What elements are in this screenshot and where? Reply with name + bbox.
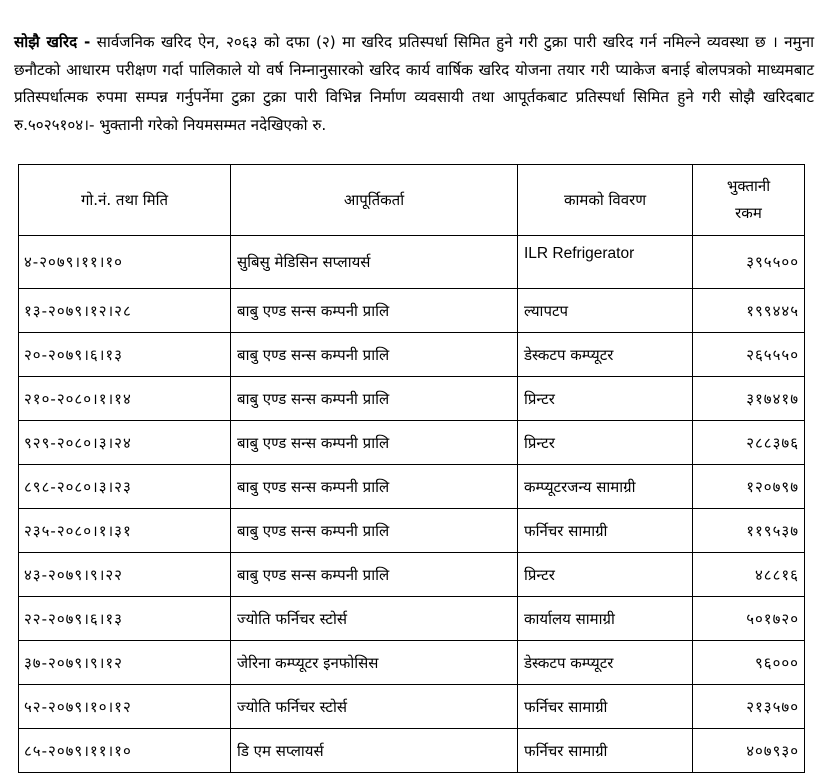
cell-description: डेस्कटप कम्प्यूटर [518, 333, 693, 377]
header-date: गो.नं. तथा मिति [19, 165, 231, 236]
cell-description: कम्प्यूटरजन्य सामाग्री [518, 465, 693, 509]
cell-date: १३-२०७९।१२।२८ [19, 289, 231, 333]
header-description: कामको विवरण [518, 165, 693, 236]
cell-date: ८५-२०७९।११।१० [19, 729, 231, 773]
cell-supplier: बाबु एण्ड सन्स कम्पनी प्रालि [231, 421, 518, 465]
cell-supplier: बाबु एण्ड सन्स कम्पनी प्रालि [231, 377, 518, 421]
cell-date: २१०-२०८०।१।१४ [19, 377, 231, 421]
table-row [19, 597, 805, 641]
table-row [19, 465, 805, 509]
cell-description: प्रिन्टर [518, 377, 693, 421]
cell-amount: १९९४४५ [693, 289, 805, 333]
header-amount-line1: भुक्तानी [726, 177, 771, 195]
cell-amount: २६५५५० [693, 333, 805, 377]
cell-supplier: ज्योति फर्निचर स्टोर्स [231, 685, 518, 729]
cell-date: ८९८-२०८०।३।२३ [19, 465, 231, 509]
cell-supplier: जेरिना कम्प्यूटर इनफोसिस [231, 641, 518, 685]
cell-description: डेस्कटप कम्प्यूटर [518, 641, 693, 685]
cell-date: ९२९-२०८०।३।२४ [19, 421, 231, 465]
cell-description: ल्यापटप [518, 289, 693, 333]
cell-amount: ४८८१६ [693, 553, 805, 597]
cell-supplier: डि एम सप्लायर्स [231, 729, 518, 773]
cell-description: फर्निचर सामाग्री [518, 509, 693, 553]
cell-supplier: बाबु एण्ड सन्स कम्पनी प्रालि [231, 333, 518, 377]
cell-date: २२-२०७९।६।१३ [19, 597, 231, 641]
cell-amount: ९६००० [693, 641, 805, 685]
cell-supplier: बाबु एण्ड सन्स कम्पनी प्रालि [231, 553, 518, 597]
table-row [19, 377, 805, 421]
cell-amount: ४०७९३० [693, 729, 805, 773]
table-row [19, 289, 805, 333]
cell-supplier: सुबिसु मेडिसिन सप्लायर्स [231, 236, 518, 289]
cell-amount: ३१७४१७ [693, 377, 805, 421]
section-heading: सोझै खरिद - [14, 33, 91, 52]
table-row [19, 729, 805, 773]
cell-date: २३५-२०८०।१।३१ [19, 509, 231, 553]
table-header-row [19, 165, 805, 236]
table-row [19, 685, 805, 729]
cell-amount: ५०१७२० [693, 597, 805, 641]
cell-amount: १२०७९७ [693, 465, 805, 509]
cell-date: ५२-२०७९।१०।१२ [19, 685, 231, 729]
cell-description: कार्यालय सामाग्री [518, 597, 693, 641]
cell-amount: २१३५७० [693, 685, 805, 729]
cell-amount: ३९५५०० [693, 236, 805, 289]
table-row [19, 641, 805, 685]
cell-date: २०-२०७९।६।१३ [19, 333, 231, 377]
intro-paragraph [14, 29, 814, 139]
table-row [19, 553, 805, 597]
header-amount [693, 165, 805, 236]
cell-description: फर्निचर सामाग्री [518, 685, 693, 729]
header-amount-line2: रकम [735, 204, 762, 222]
table-row [19, 509, 805, 553]
cell-supplier: बाबु एण्ड सन्स कम्पनी प्रालि [231, 289, 518, 333]
cell-date: ४३-२०७९।९।२२ [19, 553, 231, 597]
cell-description: ILR Refrigerator [518, 236, 693, 289]
cell-amount: ११९५३७ [693, 509, 805, 553]
cell-date: ४-२०७९।११।१० [19, 236, 231, 289]
cell-supplier: बाबु एण्ड सन्स कम्पनी प्रालि [231, 465, 518, 509]
paragraph-body: सार्वजनिक खरिद ऐन, २०६३ को दफा (२) मा खरिद प्रतिस्पर्धा सिमित हुने गरी टुक्रा पारी खरिद गर्न नमिल्ने व्यवस्था छ । नमुना छनौटको आधारम परीक्षण गर्दा पालिकाले यो वर्ष निम्नानुसारको खरिद कार्य वार्षिक खरिद योजना तयार गरी प्याकेज बनाई बोलपत्रको माध्यमबाट प्रतिस्पर्धात्मक रुपमा सम्पन्न गर्नुपर्नेमा टुक्रा टुक्रा पारी विभिन्न निर्माण व्यवसायी तथा आपूर्तकबाट प्रतिस्पर्धा सिमित हुने गरी सोझै खरिदबाट रु.५०२५१०४।- भुक्तानी गरेको नियमसम्मत नदेखिएको रु. [14, 33, 814, 134]
cell-supplier: बाबु एण्ड सन्स कम्पनी प्रालि [231, 509, 518, 553]
cell-date: ३७-२०७९।९।१२ [19, 641, 231, 685]
table-row [19, 236, 805, 289]
cell-supplier: ज्योति फर्निचर स्टोर्स [231, 597, 518, 641]
purchase-table [18, 164, 805, 773]
cell-description: प्रिन्टर [518, 421, 693, 465]
table-row [19, 333, 805, 377]
table-row [19, 421, 805, 465]
cell-amount: २८८३७६ [693, 421, 805, 465]
cell-description: प्रिन्टर [518, 553, 693, 597]
cell-description: फर्निचर सामाग्री [518, 729, 693, 773]
header-supplier: आपूर्तिकर्ता [231, 165, 518, 236]
